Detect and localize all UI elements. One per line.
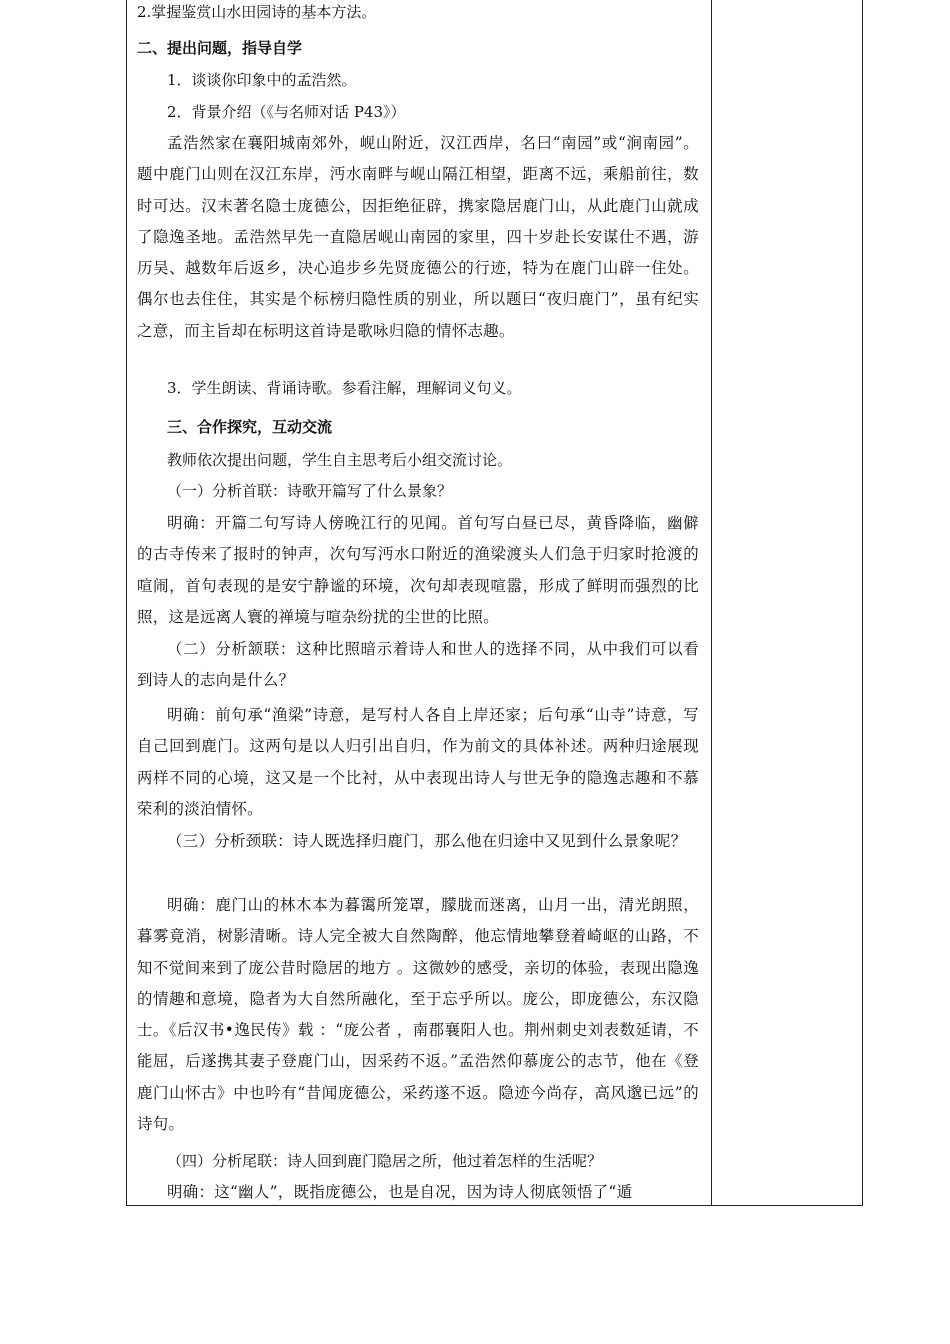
section-3-heading: 三、合作探究，互动交流 <box>167 418 333 436</box>
answer-3: 明确：鹿门山的林木本为暮霭所笼罩，朦胧而迷离，山月一出，清光朗照，暮雾竟消，树影清晰。诗人完全被大自然陶醉，他忘情地攀登着崎岖的山路，不知不觉间来到了庞公昔时隐居的地方 。这微妙的感受，亲切的体验，表现出隐逸的情趣和意境，隐者为大自然所融化，至于忘乎所以。庞公，即庞德公，东汉隐士。《后汉书•逸民传》载 ：“庞公者 ，南郡襄阳人也。荆州刺史刘表数延请，不能屈，后遂携其妻子登鹿门山，因采药不返。”孟浩然仰慕庞公的志节，他在《登鹿门山怀古》中也吟有“昔闻庞德公，采药遂不返。隐迹今尚存，高风邈已远”的诗句。 <box>137 896 699 1134</box>
section-2-heading: 二、提出问题，指导自学 <box>137 39 303 57</box>
answer-2: 明确：前句承“渔梁”诗意，是写村人各自上岸还家；后句承“山寺”诗意，写自己回到鹿门。这两句是以人归引出自归，作为前文的具体补述。两种归途展现两样不同的心境，这又是一个比衬，从中表现出诗人与世无争的隐逸志趣和不慕荣利的淡泊情怀。 <box>137 706 699 818</box>
question-4: （四）分析尾联：诗人回到鹿门隐居之所，他过着怎样的生活呢？ <box>167 1152 603 1170</box>
answer-1: 明确：开篇二句写诗人傍晚江行的见闻。首句写白昼已尽，黄昏降临，幽僻的古寺传来了报时的钟声，次句写沔水口附近的渔梁渡头人们急于归家时抢渡的喧闹，首句表现的是安宁静谧的环境，次句却表现喧嚣，形成了鲜明而强烈的比照，这是远离人寰的禅境与喧杂纷扰的尘世的比照。 <box>137 514 699 626</box>
section-2-item-3: 3．学生朗读、背诵诗歌。参看注解，理解词义句义。 <box>167 379 522 397</box>
notes-cell <box>712 0 863 1205</box>
content-cell <box>127 0 711 1205</box>
section-2-item-2: 2．背景介绍（《与名师对话 P43》） <box>167 103 406 121</box>
goal-line: 2.掌握鉴赏山水田园诗的基本方法。 <box>137 3 377 21</box>
lesson-plan-table <box>126 0 863 1206</box>
question-3: （三）分析颈联：诗人既选择归鹿门，那么他在归途中又见到什么景象呢？ <box>167 832 687 850</box>
question-2: （二）分析颔联：这种比照暗示着诗人和世人的选择不同，从中我们可以看到诗人的志向是什么？ <box>137 640 699 690</box>
section-2-item-1: 1．谈谈你印象中的孟浩然。 <box>167 71 357 89</box>
section-3-intro: 教师依次提出问题，学生自主思考后小组交流讨论。 <box>167 451 513 469</box>
background-paragraph: 孟浩然家在襄阳城南郊外，岘山附近，汉江西岸，名曰“南园”或“涧南园”。题中鹿门山则在汉江东岸，沔水南畔与岘山隔江相望，距离不远，乘船前往，数时可达。汉末著名隐士庞德公，因拒绝征辟，携家隐居鹿门山，从此鹿门山就成了隐逸圣地。孟浩然早先一直隐居岘山南园的家里，四十岁赴长安谋仕不遇，游历吴、越数年后返乡，决心追步乡先贤庞德公的行迹，特为在鹿门山辟一住处。偶尔也去住住，其实是个标榜归隐性质的别业，所以题曰“夜归鹿门”，虽有纪实之意，而主旨却在标明这首诗是歌咏归隐的情怀志趣。 <box>137 134 699 340</box>
answer-4-partial: 明确：这“幽人”，既指庞德公，也是自况，因为诗人彻底领悟了“遁 <box>167 1183 633 1201</box>
question-1: （一）分析首联：诗歌开篇写了什么景象？ <box>167 482 453 500</box>
